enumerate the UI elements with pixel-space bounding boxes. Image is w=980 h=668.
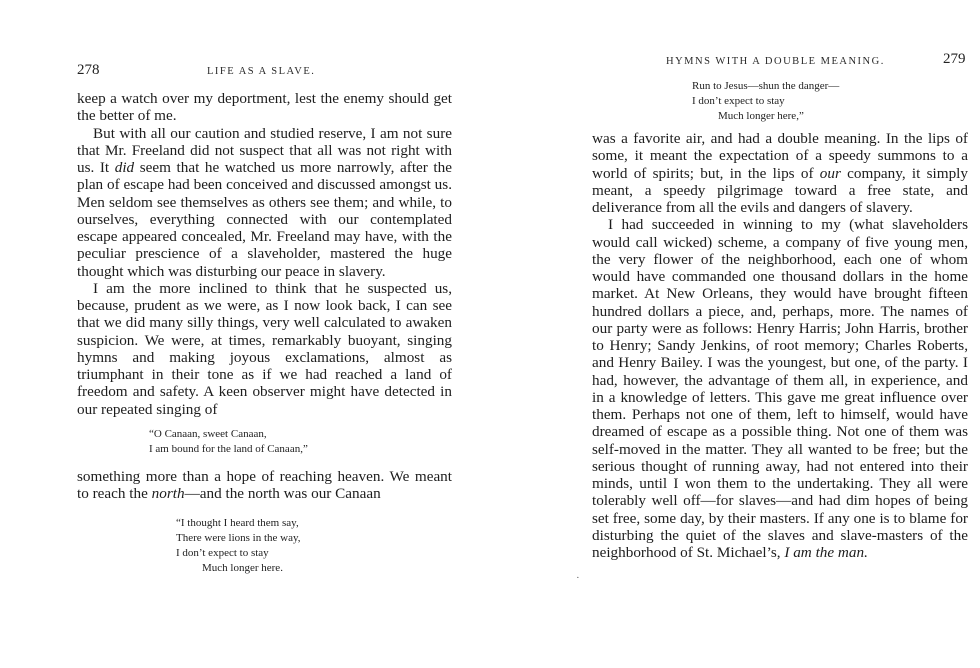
left-p2-text-a: But with all our caution and studied reserve, I am not sure that Mr. Freeland did not suspect that all was not right with us. It: [77, 124, 452, 176]
left-p2-text-b: seem that he watched us more narrowly, after the plan of escape had been conceived and discussed amongst us. Men seldom see themselves as others see them; and while, to ourselves, everything connected with our contemplated escape appeared concealed, Mr. Freeland may have, with the peculiar prescience of a slaveholder, mastered the huge thought which was disturbing our peace in slavery.: [77, 159, 452, 280]
verse-line: Much longer here.: [202, 562, 283, 575]
right-p1-text-b: company, it simply meant, a speedy pilgrimage toward a free state, and deliverance from all the evils and dangers of slavery.: [592, 164, 968, 216]
right-page: [490, 0, 980, 668]
right-paragraph-2: [592, 216, 968, 561]
verse-line: Much longer here,”: [718, 110, 804, 122]
running-head-right: HYMNS WITH A DOUBLE MEANING.: [666, 56, 885, 67]
verse-line: I don’t expect to stay: [176, 547, 269, 560]
left-p4-text-a: something more than a hope of reaching heaven. We meant to reach the: [77, 467, 452, 502]
verse-line: “O Canaan, sweet Canaan,: [149, 427, 267, 440]
verse-line: “I thought I heard them say,: [176, 517, 299, 530]
left-verse-2: [176, 516, 452, 576]
left-paragraph-2: [77, 125, 452, 280]
page-number-right: 279: [943, 51, 966, 67]
margin-mark: ·: [576, 572, 580, 584]
left-text-column: [77, 90, 452, 576]
right-p1-text-a: was a favorite air, and had a double meaning. In the lips of some, it meant the expectation of a speedy summons to a world of spirits; but, in the lips of: [592, 130, 968, 182]
verse-line: There were lions in the way,: [176, 532, 301, 545]
left-paragraph-1: keep a watch over my deportment, lest the enemy should get the better of me.: [77, 90, 452, 125]
left-paragraph-4: [77, 468, 452, 503]
right-verse: [692, 79, 839, 124]
verse-line: I am bound for the land of Canaan,”: [149, 442, 308, 455]
left-verse-1: [149, 427, 452, 457]
verse-line: Run to Jesus—shun the danger—: [692, 80, 840, 92]
running-head-left: LIFE AS A SLAVE.: [207, 66, 316, 77]
right-p2-emphasis: I am the man.: [784, 544, 868, 561]
page-number-left: 278: [77, 62, 100, 78]
left-p4-text-b: —and the north was our Canaan: [184, 485, 381, 502]
left-p2-emphasis: did: [114, 159, 135, 176]
verse-line: I don’t expect to stay: [692, 95, 785, 107]
right-paragraph-1: [592, 130, 968, 216]
left-paragraph-3: I am the more inclined to think that he suspected us, because, prudent as we were, as I now look back, I can see that we did many silly things, very well calculated to awaken suspicion. We were, at times, remarkably buoyant, singing hymns and making joyous exclamations, almost as triumphant in their tone as if we had reached a land of freedom and safety. A keen observer might have detected in our repeated singing of: [77, 279, 452, 418]
right-text-column: [592, 130, 968, 561]
right-p1-emphasis: our: [819, 164, 841, 182]
left-p4-emphasis: north: [151, 485, 185, 502]
right-p2-text-a: I had succeeded in winning to my (what slaveholders would call wicked) scheme, a company of five young men, the very flower of the neighborhood, each one of whom would have commanded one thousand dollars in the home market. At New Orleans, they would have brought fifteen hundred dollars a piece, and, perhaps, more. The names of our party were as follows: Henry Harris; John Harris, brother to Henry; Sandy Jenkins, of root memory; Charles Roberts, and Henry Bailey. I was the youngest, but one, of the party. I had, however, the advantage of them all, in experience, and in a knowledge of letters. This gave me great influence over them. Perhaps not one of them, left to himself, would have dreamed of escape as a possible thing. Not one of them was self-moved in the matter. They all wanted to be free; but the serious thought of running away, had not entered into their minds, until I won them to the undertaking. They all were tolerably well off—for slaves—and had dim hopes of being set free, some day, by their masters. If any one is to blame for disturbing the quiet of the slaves and slave-masters of the neighborhood of St. Michael’s,: [592, 216, 968, 561]
